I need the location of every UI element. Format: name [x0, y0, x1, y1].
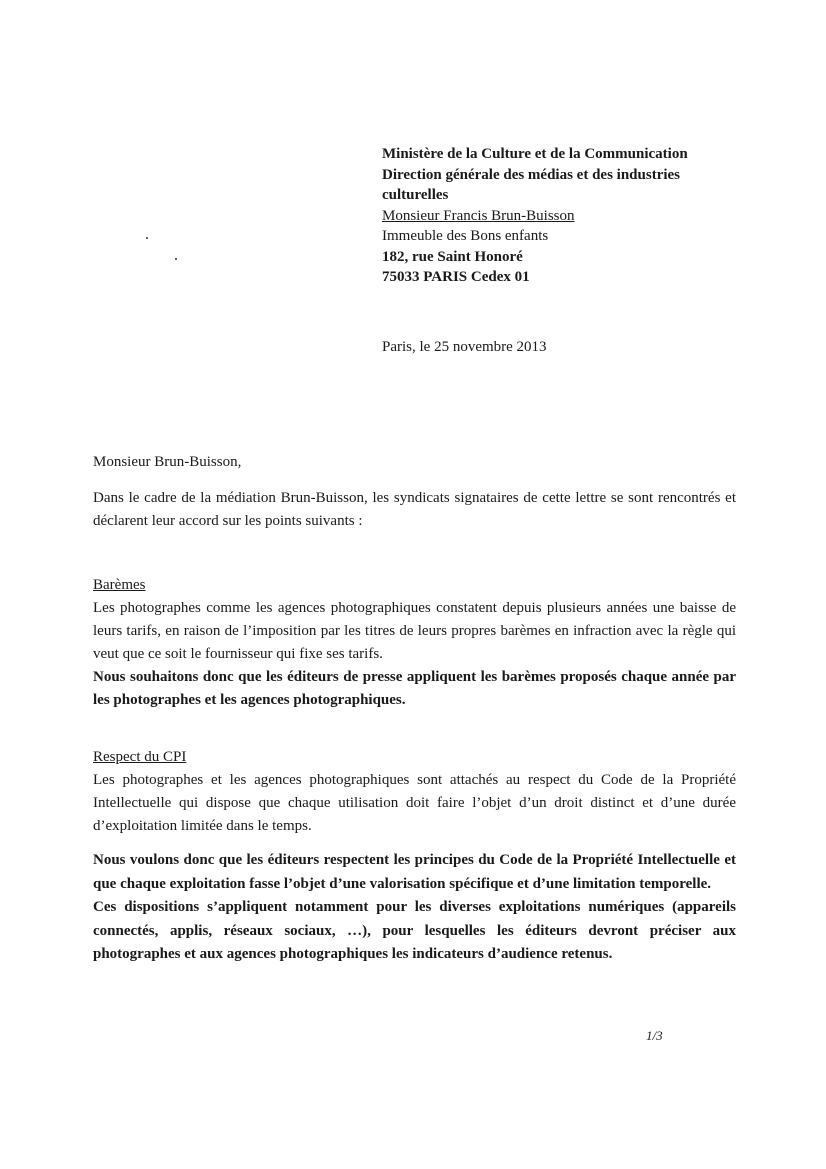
section-bold-text: Ces dispositions s’appliquent notamment pour les diverses exploitations numériques (appareils connectés, applis, réseaux sociaux, …), pour lesquelles les éditeurs devront préciser aux photographes et aux agences photographiques les indicateurs d’audience retenus. — [93, 899, 736, 962]
section-text: Les photographes et les agences photographiques sont attachés au respect du Code de la Propriété Intellectuelle qui dispose que chaque utilisation doit faire l’objet d’un droit distinct et d’une durée d’exploitation limitée dans le temps. — [93, 772, 736, 834]
page-number: 1/3 — [646, 1028, 663, 1043]
recipient-building: Immeuble des Bons enfants — [382, 228, 549, 244]
section-baremes — [93, 574, 736, 712]
section-heading: Respect du CPI — [93, 749, 187, 765]
section-respect-cpi — [93, 746, 736, 838]
recipient-name: Monsieur Francis Brun-Buisson — [382, 207, 575, 224]
intro-paragraph — [93, 487, 736, 533]
recipient-street: 182, rue Saint Honoré — [382, 248, 523, 265]
recipient-address — [382, 144, 782, 288]
section-bold-text: Nous voulons donc que les éditeurs respectent les principes du Code de la Propriété Intellectuelle et que chaque exploitation fasse l’objet d’une valorisation spécifique et d’une limitation temporelle. — [93, 852, 736, 892]
recipient-line-2: Direction générale des médias et des industries — [382, 166, 681, 183]
section-respect-cpi-demands — [93, 849, 736, 967]
salutation: Monsieur Brun-Buisson, — [93, 454, 242, 470]
section-text: Les photographes comme les agences photographiques constatent depuis plusieurs années une baisse de leurs tarifs, en raison de l’imposition par les titres de leurs propres barèmes en infraction avec la règle qui veut que ce soit le fournisseur qui fixe ses tarifs. — [93, 600, 736, 662]
section-bold-text: Nous souhaitons donc que les éditeurs de presse appliquent les barèmes proposés chaque année par les photographes et les agences photographiques. — [93, 669, 736, 708]
scan-speck — [146, 237, 148, 239]
section-heading: Barèmes — [93, 577, 146, 593]
recipient-line-3: culturelles — [382, 187, 449, 203]
recipient-line-1: Ministère de la Culture et de la Communication — [382, 146, 688, 162]
intro-text: Dans le cadre de la médiation Brun-Buisson, les syndicats signataires de cette lettre se sont rencontrés et déclarent leur accord sur les points suivants : — [93, 490, 736, 529]
scan-speck — [175, 258, 177, 260]
letter-date: Paris, le 25 novembre 2013 — [382, 339, 547, 355]
recipient-city: 75033 PARIS Cedex 01 — [382, 269, 530, 285]
